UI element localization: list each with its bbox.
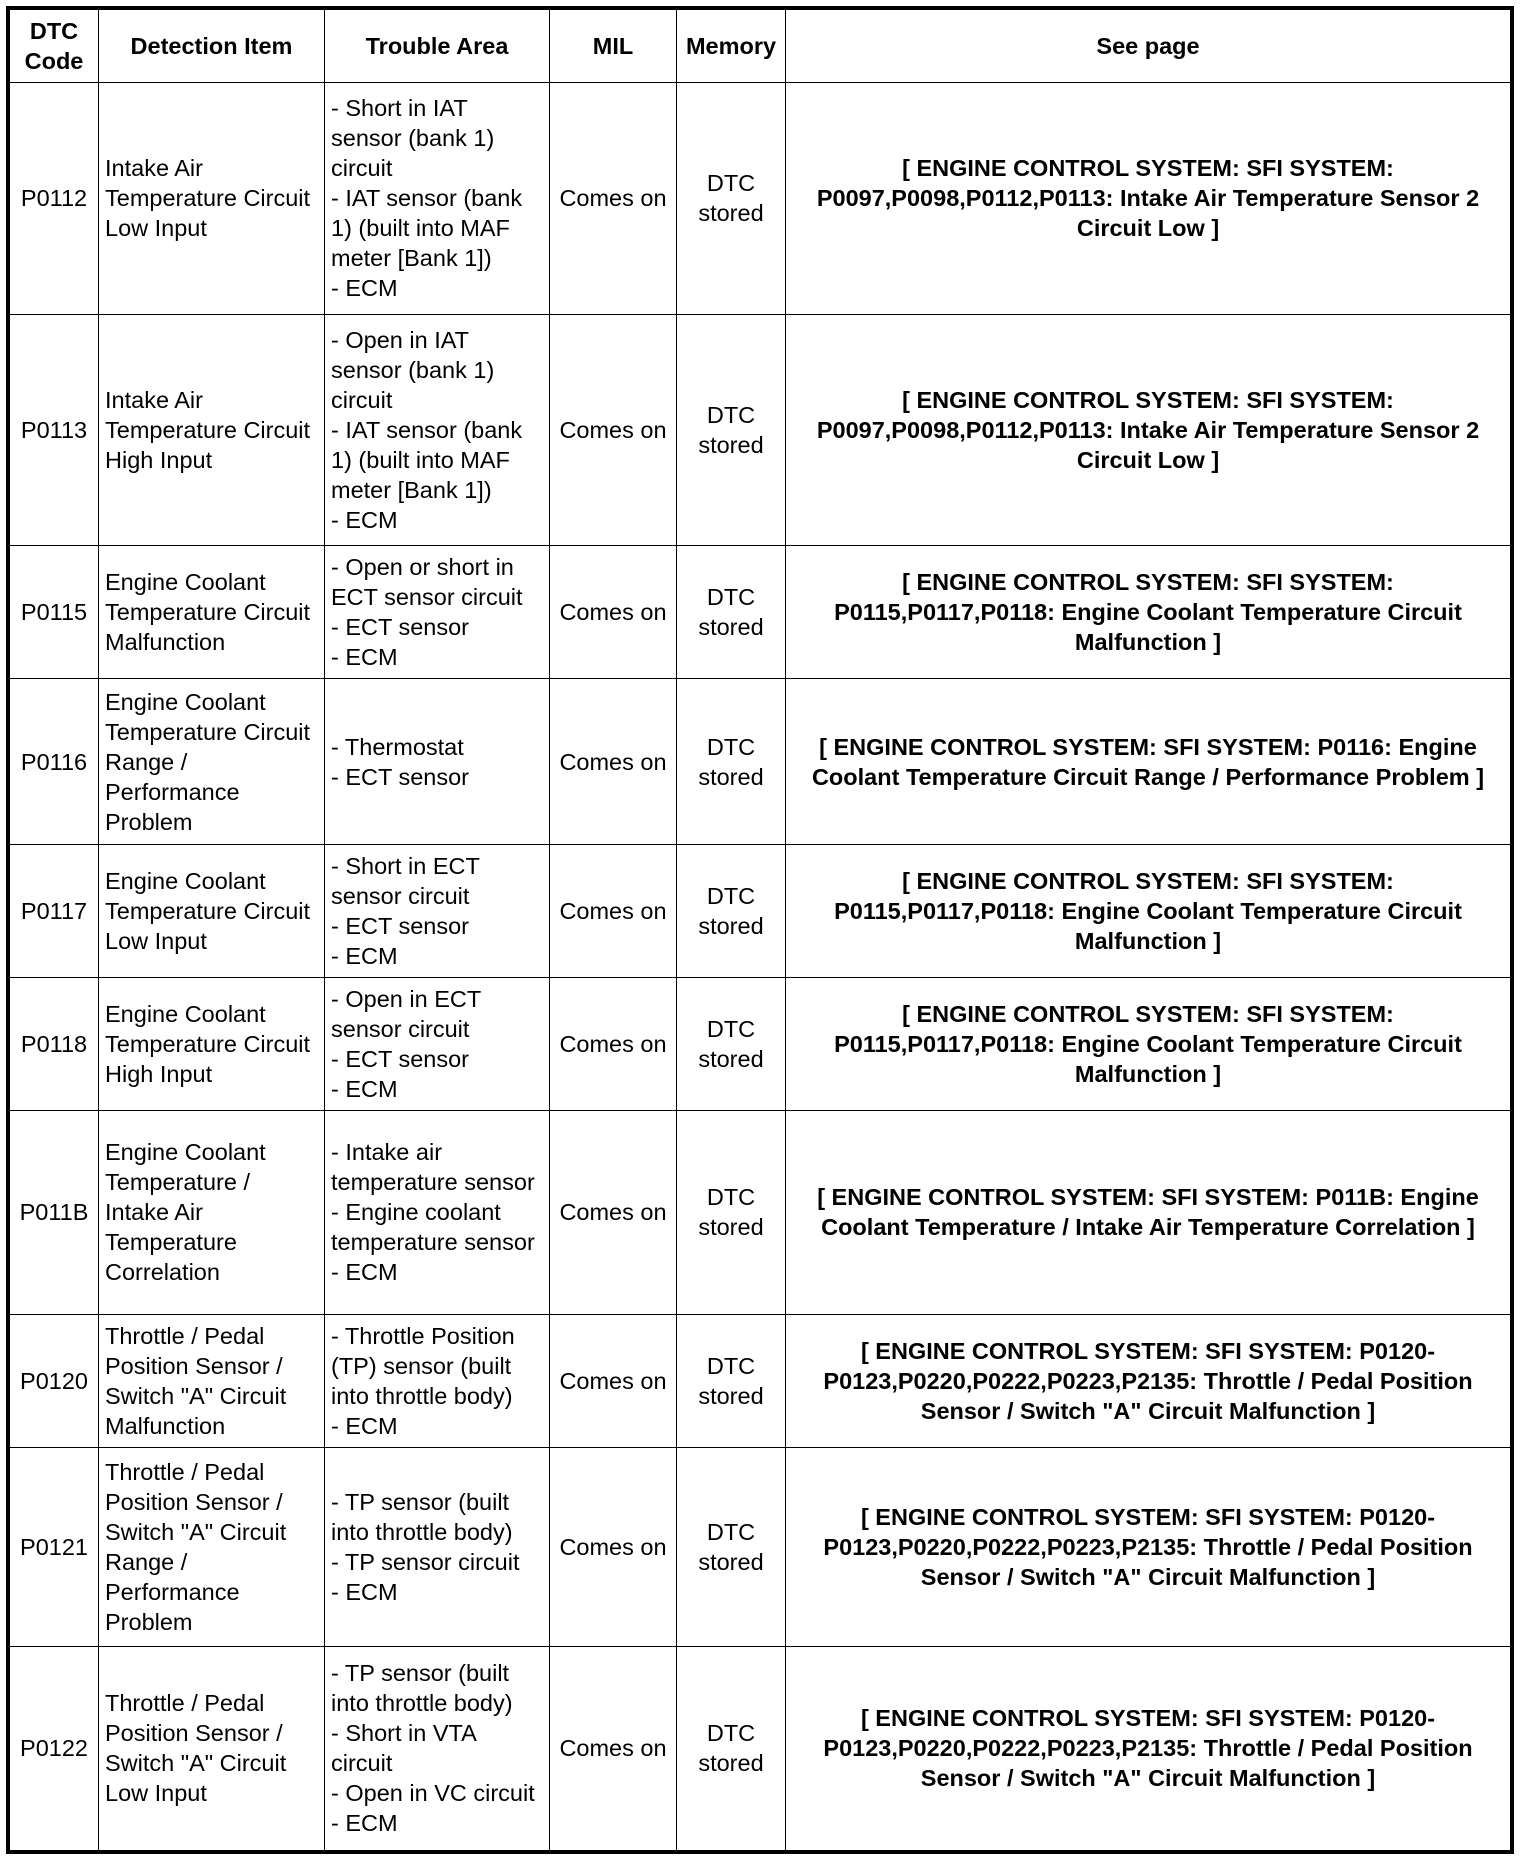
trouble-area-line: - Open in ECT sensor circuit (331, 985, 481, 1042)
dtc-code-cell: P0118 (10, 977, 99, 1110)
detection-item-cell: Intake Air Temperature Circuit High Input (99, 314, 325, 546)
dtc-code-cell: P0121 (10, 1447, 99, 1646)
mil-cell: Comes on (550, 1315, 677, 1448)
trouble-area-line: - ECM (331, 1810, 398, 1837)
mil-cell: Comes on (550, 83, 677, 315)
table-row (10, 977, 1511, 1110)
table-row (10, 1110, 1511, 1314)
detection-item-cell: Engine Coolant Temperature Circuit High Input (99, 977, 325, 1110)
memory-cell: DTC stored (677, 1110, 786, 1314)
dtc-code-cell: P011B (10, 1110, 99, 1314)
memory-cell: DTC stored (677, 1646, 786, 1850)
header-mil: MIL (550, 10, 677, 83)
dtc-document (6, 6, 1514, 1854)
header-dtc-code: DTC Code (10, 10, 99, 83)
dtc-code-cell: P0112 (10, 83, 99, 315)
header-trouble-area: Trouble Area (325, 10, 550, 83)
see-page-cell: [ ENGINE CONTROL SYSTEM: SFI SYSTEM: P0115,P0117,P0118: Engine Coolant Temperature Circuit Malfunction ] (786, 546, 1511, 679)
mil-cell: Comes on (550, 845, 677, 978)
detection-item-cell: Throttle / Pedal Position Sensor / Switch "A" Circuit Malfunction (99, 1315, 325, 1448)
dtc-code-cell: P0116 (10, 679, 99, 845)
memory-cell: DTC stored (677, 845, 786, 978)
detection-item-cell: Engine Coolant Temperature Circuit Low Input (99, 845, 325, 978)
trouble-area-line: - TP sensor (built into throttle body) (331, 1660, 513, 1717)
trouble-area-line: - ECM (331, 644, 398, 671)
see-page-cell: [ ENGINE CONTROL SYSTEM: SFI SYSTEM: P0115,P0117,P0118: Engine Coolant Temperature Circuit Malfunction ] (786, 845, 1511, 978)
see-page-cell: [ ENGINE CONTROL SYSTEM: SFI SYSTEM: P0097,P0098,P0112,P0113: Intake Air Temperature Sensor 2 Circuit Low ] (786, 314, 1511, 546)
trouble-area-line: - ECM (331, 1578, 398, 1605)
detection-item-cell: Engine Coolant Temperature Circuit Malfunction (99, 546, 325, 679)
mil-cell: Comes on (550, 1646, 677, 1850)
trouble-area-line: - TP sensor (built into throttle body) (331, 1488, 513, 1545)
detection-item-cell: Intake Air Temperature Circuit Low Input (99, 83, 325, 315)
memory-cell: DTC stored (677, 679, 786, 845)
table-row (10, 1315, 1511, 1448)
trouble-area-cell (325, 1315, 550, 1448)
trouble-area-line: - Open or short in ECT sensor circuit (331, 554, 523, 611)
mil-cell: Comes on (550, 1447, 677, 1646)
trouble-area-line: - ECT sensor (331, 1045, 469, 1072)
trouble-area-line: - ECT sensor (331, 614, 469, 641)
see-page-cell: [ ENGINE CONTROL SYSTEM: SFI SYSTEM: P0097,P0098,P0112,P0113: Intake Air Temperature Sensor 2 Circuit Low ] (786, 83, 1511, 315)
header-memory: Memory (677, 10, 786, 83)
detection-item-cell: Throttle / Pedal Position Sensor / Switch "A" Circuit Low Input (99, 1646, 325, 1850)
mil-cell: Comes on (550, 314, 677, 546)
table-row (10, 845, 1511, 978)
mil-cell: Comes on (550, 977, 677, 1110)
trouble-area-cell (325, 314, 550, 546)
trouble-area-line: - ECT sensor (331, 913, 469, 939)
trouble-area-cell (325, 1646, 550, 1850)
memory-cell: DTC stored (677, 1447, 786, 1646)
trouble-area-line: - Open in IAT sensor (bank 1) circuit (331, 327, 495, 414)
table-row (10, 83, 1511, 315)
see-page-cell: [ ENGINE CONTROL SYSTEM: SFI SYSTEM: P0116: Engine Coolant Temperature Circuit Range / Performance Problem ] (786, 679, 1511, 845)
table-row (10, 314, 1511, 546)
trouble-area-line: - ECM (331, 1412, 398, 1439)
trouble-area-cell (325, 83, 550, 315)
see-page-cell: [ ENGINE CONTROL SYSTEM: SFI SYSTEM: P011B: Engine Coolant Temperature / Intake Air Temperature Correlation ] (786, 1110, 1511, 1314)
trouble-area-line: - Short in ECT sensor circuit (331, 853, 480, 909)
memory-cell: DTC stored (677, 314, 786, 546)
header-see-page: See page (786, 10, 1511, 83)
trouble-area-cell (325, 679, 550, 845)
memory-cell: DTC stored (677, 546, 786, 679)
see-page-cell: [ ENGINE CONTROL SYSTEM: SFI SYSTEM: P0120-P0123,P0220,P0222,P0223,P2135: Throttle / Pedal Position Sensor / Switch "A" Circuit Malfunction ] (786, 1315, 1511, 1448)
memory-cell: DTC stored (677, 977, 786, 1110)
detection-item-cell: Throttle / Pedal Position Sensor / Switch "A" Circuit Range / Performance Problem (99, 1447, 325, 1646)
trouble-area-cell (325, 977, 550, 1110)
dtc-table (9, 9, 1511, 1851)
trouble-area-line: - TP sensor circuit (331, 1548, 520, 1575)
trouble-area-line: - Thermostat (331, 733, 464, 760)
header-detection-item: Detection Item (99, 10, 325, 83)
trouble-area-line: - Engine coolant temperature sensor (331, 1199, 535, 1256)
table-row (10, 1646, 1511, 1850)
memory-cell: DTC stored (677, 83, 786, 315)
trouble-area-line: - Intake air temperature sensor (331, 1139, 535, 1196)
trouble-area-cell (325, 1447, 550, 1646)
mil-cell: Comes on (550, 546, 677, 679)
trouble-area-line: - Throttle Position (TP) sensor (built into throttle body) (331, 1322, 515, 1409)
trouble-area-line: - IAT sensor (bank 1) (built into MAF meter [Bank 1]) (331, 185, 523, 272)
trouble-area-line: - ECM (331, 1259, 398, 1286)
trouble-area-line: - ECM (331, 507, 398, 534)
dtc-code-cell: P0117 (10, 845, 99, 978)
see-page-cell: [ ENGINE CONTROL SYSTEM: SFI SYSTEM: P0115,P0117,P0118: Engine Coolant Temperature Circuit Malfunction ] (786, 977, 1511, 1110)
trouble-area-line: - ECM (331, 275, 398, 302)
dtc-code-cell: P0113 (10, 314, 99, 546)
see-page-cell: [ ENGINE CONTROL SYSTEM: SFI SYSTEM: P0120-P0123,P0220,P0222,P0223,P2135: Throttle / Pedal Position Sensor / Switch "A" Circuit Malfunction ] (786, 1646, 1511, 1850)
trouble-area-line: - ECM (331, 943, 398, 969)
table-row (10, 546, 1511, 679)
mil-cell: Comes on (550, 1110, 677, 1314)
dtc-code-cell: P0115 (10, 546, 99, 679)
detection-item-cell: Engine Coolant Temperature / Intake Air Temperature Correlation (99, 1110, 325, 1314)
trouble-area-line: - ECT sensor (331, 763, 469, 790)
mil-cell: Comes on (550, 679, 677, 845)
memory-cell: DTC stored (677, 1315, 786, 1448)
see-page-cell: [ ENGINE CONTROL SYSTEM: SFI SYSTEM: P0120-P0123,P0220,P0222,P0223,P2135: Throttle / Pedal Position Sensor / Switch "A" Circuit Malfunction ] (786, 1447, 1511, 1646)
trouble-area-line: - Short in VTA circuit (331, 1720, 476, 1777)
table-body (10, 83, 1511, 1851)
dtc-code-cell: P0120 (10, 1315, 99, 1448)
detection-item-cell: Engine Coolant Temperature Circuit Range / Performance Problem (99, 679, 325, 845)
table-row (10, 1447, 1511, 1646)
trouble-area-cell (325, 845, 550, 978)
trouble-area-line: - Short in IAT sensor (bank 1) circuit (331, 95, 495, 182)
table-header-row (10, 10, 1511, 83)
trouble-area-line: - ECM (331, 1075, 398, 1102)
dtc-code-cell: P0122 (10, 1646, 99, 1850)
trouble-area-cell (325, 546, 550, 679)
trouble-area-line: - Open in VC circuit (331, 1780, 535, 1807)
table-row (10, 679, 1511, 845)
trouble-area-cell (325, 1110, 550, 1314)
trouble-area-line: - IAT sensor (bank 1) (built into MAF meter [Bank 1]) (331, 417, 523, 504)
